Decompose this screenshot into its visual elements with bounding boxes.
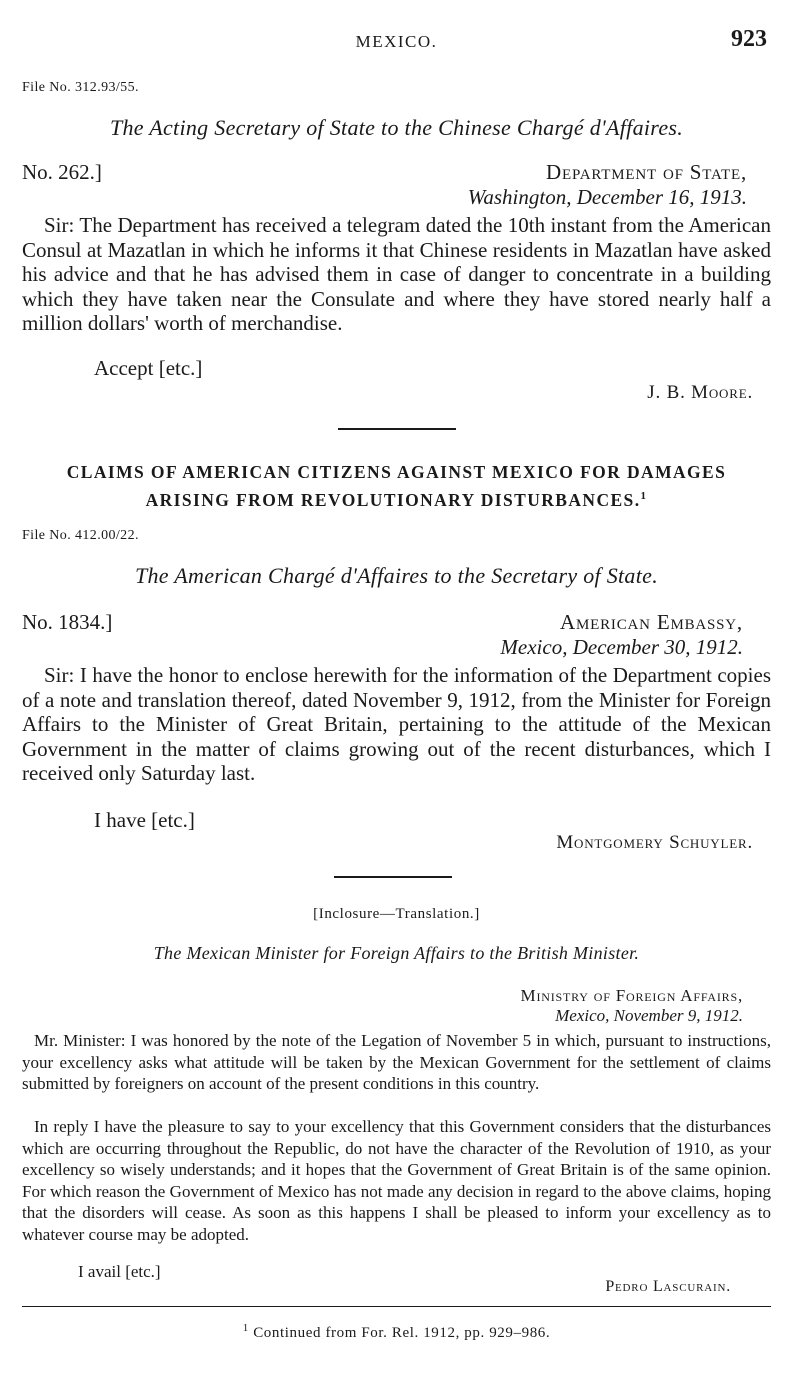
section-heading-line-1: CLAIMS OF AMERICAN CITIZENS AGAINST MEXICO FOR DAMAGES xyxy=(66,462,727,482)
inclosure-closing: I avail [etc.] xyxy=(78,1262,161,1281)
sender-name-2: American Embassy, xyxy=(560,610,743,634)
inclosure-sender-name: Ministry of Foreign Affairs, xyxy=(520,986,743,1005)
sender-name-1: Department of State, xyxy=(546,160,747,184)
section-heading xyxy=(22,460,771,512)
section-heading-line-2-text: ARISING FROM REVOLUTIONARY DISTURBANCES. xyxy=(145,489,641,510)
letter-body-text-1: Sir: The Department has received a telegram dated the 10th instant from the American Consul at Mazatlan in which he informs it that Chinese residents in Mazatlan have asked his advice and that he has advised them in case of danger to concentrate in a building which they have taken near the Consulate and where they have stored nearly half a million dollars' worth of merchandise. xyxy=(22,213,771,335)
file-number-1: File No. 312.93/55. xyxy=(22,80,139,95)
section-divider-2 xyxy=(334,876,452,878)
page-number: 923 xyxy=(731,26,767,52)
letter-header-2 xyxy=(22,610,771,660)
inclosure-paragraph-2-text: In reply I have the pleasure to say to your excellency that this Government considers that the disturbances which are occurring throughout the Republic, do not have the character of the Revolution of 1910, as your excellency so wisely understands; and it hopes that the Government of Great Britain is of the same opinion. For which reason the Government of Mexico has not made any decision in regard to the above claims, hoping that the disorders will cease. As soon as this happens I shall be pleased to inform your excellency as to whatever course may be adopted. xyxy=(22,1117,771,1244)
letter-body-2 xyxy=(22,663,771,786)
inclosure-title: The Mexican Minister for Foreign Affairs to the British Minister. xyxy=(153,943,640,963)
footnote-divider xyxy=(22,1306,771,1307)
letter-number-1: No. 262.] xyxy=(22,160,102,184)
inclosure-paragraph-1 xyxy=(22,1030,771,1095)
letter-signature-2: Montgomery Schuyler. xyxy=(556,832,753,853)
letter-closing-1: Accept [etc.] xyxy=(94,356,203,380)
letter-sender-1 xyxy=(468,160,771,210)
footnote-text: Continued from For. Rel. 1912, pp. 929–986. xyxy=(253,1325,551,1341)
inclosure-place-date: Mexico, November 9, 1912. xyxy=(555,1006,743,1025)
footnote-reference: 1 xyxy=(640,490,648,502)
file-number-2: File No. 412.00/22. xyxy=(22,528,139,543)
letter-header-1 xyxy=(22,160,771,210)
letter-body-text-2: Sir: I have the honor to enclose herewith for the information of the Department copies of a note and translation thereof, dated November 9, 1912, from the Minister for Foreign Affairs to the Minister of Great Britain, pertaining to the attitude of the Mexican Government in the matter of claims growing out of the recent disturbances, which I received only Saturday last. xyxy=(22,663,771,785)
letter-signature-1: J. B. Moore. xyxy=(647,382,753,403)
section-divider-1 xyxy=(338,428,456,430)
page-header xyxy=(22,26,771,56)
running-title: MEXICO. xyxy=(355,32,438,51)
letter-number-2: No. 1834.] xyxy=(22,610,113,634)
inclosure-sender xyxy=(22,986,771,1026)
letter-closing-2: I have [etc.] xyxy=(94,808,195,832)
letter-title-2: The American Chargé d'Affaires to the Secretary of State. xyxy=(134,563,659,588)
place-date-2: Mexico, December 30, 1912. xyxy=(500,635,743,659)
inclosure-paragraph-1-text: Mr. Minister: I was honored by the note of the Legation of November 5 in which, pursuant to instructions, your excellency asks what attitude will be taken by the Mexican Government for the settlement of claims submitted by foreigners on account of the present conditions in this country. xyxy=(22,1031,771,1093)
place-date-1: Washington, December 16, 1913. xyxy=(467,185,747,209)
footnote xyxy=(22,1322,771,1342)
footnote-marker: 1 xyxy=(242,1322,249,1334)
letter-sender-2 xyxy=(500,610,771,660)
inclosure-signature: Pedro Lascurain. xyxy=(605,1278,731,1295)
inclosure-paragraph-2 xyxy=(22,1116,771,1245)
section-heading-line-2 xyxy=(22,484,771,512)
inclosure-label: [Inclosure—Translation.] xyxy=(313,906,480,922)
letter-title-1: The Acting Secretary of State to the Chinese Chargé d'Affaires. xyxy=(109,115,684,140)
letter-body-1 xyxy=(22,213,771,336)
